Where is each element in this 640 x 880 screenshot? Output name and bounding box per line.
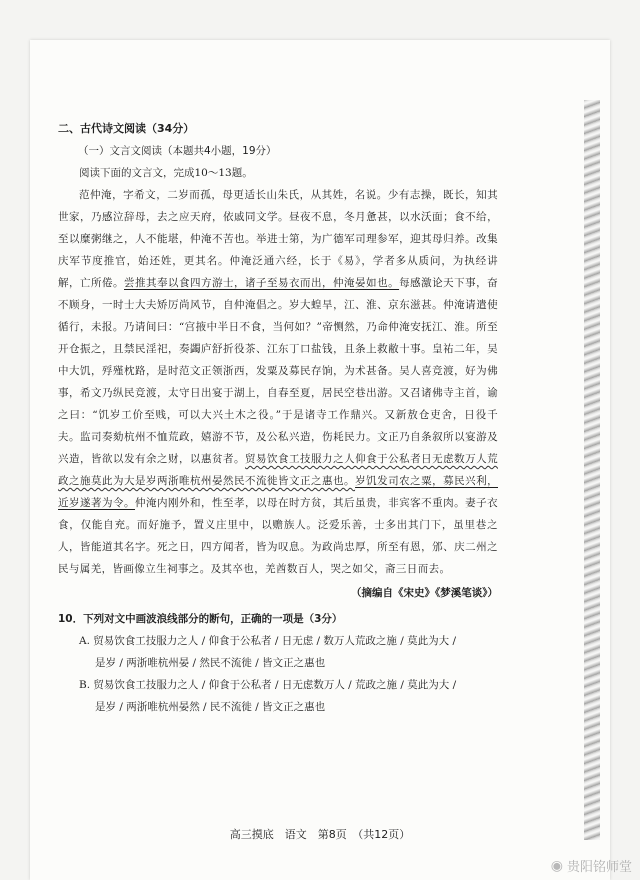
exam-content xyxy=(58,118,498,718)
option-a[interactable] xyxy=(58,630,498,674)
option-label: A. xyxy=(79,635,90,647)
option-line-2: 是岁 / 两浙唯杭州晏然 / 民不流徙 / 皆文正之惠也 xyxy=(95,701,326,713)
watermark-text: 贵阳铭师堂 xyxy=(566,860,632,875)
sub-section-title: （一）文言文阅读（本题共4小题，19分） xyxy=(78,145,277,157)
section-title: 二、古代诗文阅读（34分） xyxy=(58,122,195,135)
wavy-underlined-text: 贸易饮食工技服力之人仰食于公私者日无虑数万人荒政之施莫此为大是岁两浙唯杭州晏然民不流徙皆文正之惠也。 xyxy=(58,453,498,487)
option-line-1: 贸易饮食工技服力之人 / 仰食于公私者 / 日无虑 / 数万人荒政之施 / 莫此为大 / xyxy=(93,635,456,647)
passage-part-2: 每感激论天下事，奋不顾身，一时士大夫矫厉尚风节，自仲淹倡之。岁大蝗旱，江、淮、京东滋甚。仲淹请遣使循行，未报。乃请间曰：“宫掖中半日不食，当何如？”帝恻然，乃命仲淹安抚江、淮。所至开仓振之，且禁民淫祀，奏蠲庐舒折役茶、江东丁口盐钱，且条上救敝十事。皇祐二年，吴中大饥，殍殣枕路，是时范文正领浙西，发粟及募民存饷，为术甚备。吴人喜竞渡，好为佛事，希文乃纵民竞渡，太守日出宴于湖上，自春至夏，居民空巷出游。又召诸佛寺主首，谕之曰：“饥岁工价至贱，可以大兴土木之役。”于是诸寺工作鼎兴。又新敖仓吏舍，日役千夫。监司奏劾杭州不恤荒政，嬉游不节，及公私兴造，伤耗民力。文正乃自条叙所以宴游及兴造，皆欲以发有余之财，以惠贫者。 xyxy=(58,277,498,465)
underlined-sentence-1: 尝推其奉以食四方游士，诸子至易衣而出，仲淹晏如也。 xyxy=(124,277,400,289)
binding-strip xyxy=(584,100,600,840)
passage-text xyxy=(58,184,498,580)
question-10-stem: 10．下列对文中画波浪线部分的断句，正确的一项是（3分） xyxy=(58,613,343,625)
watermark xyxy=(551,856,632,875)
option-line-2: 是岁 / 两浙唯杭州晏 / 然民不流徙 / 皆文正之惠也 xyxy=(95,657,326,669)
passage-part-1: 范仲淹，字希文，二岁而孤，母更适长山朱氏，从其姓，名说。少有志操，既长，知其世家，乃感泣辞母，去之应天府，依戚同文学。昼夜不息，冬月惫甚，以水沃面；食不给，至以糜粥继之，人不能堪，仲淹不苦也。举进士第，为广德军司理参军，迎其母归养。改集庆军节度推官，始还姓，更其名。仲淹泛通六经，长于《易》，学者多从质问，为执经讲解，亡所倦。 xyxy=(58,189,498,289)
option-b[interactable] xyxy=(58,674,498,718)
passage-source: （摘编自《宋史》《梦溪笔谈》） xyxy=(351,587,498,599)
instruction-text: 阅读下面的文言文，完成10～13题。 xyxy=(79,167,253,179)
option-line-1: 贸易饮食工技服力之人 / 仰食于公私者 / 日无虑数万人 / 荒政之施 / 莫此为大 / xyxy=(93,679,457,691)
underlined-sentence-2: 岁饥发司农之粟，募民兴利，近岁遂著为令。 xyxy=(58,475,498,509)
wechat-icon: ◉ xyxy=(550,857,563,874)
passage-part-3: 仲淹内刚外和，性至孝，以母在时方贫，其后虽贵，非宾客不重肉。妻子衣食，仅能自充。而好施予，置义庄里中，以赡族人。泛爱乐善，士多出其门下，虽里巷之人，皆能道其名字。死之日，四方闻者，皆为叹息。为政尚忠厚，所至有恩，邠、庆二州之民与属羌，皆画像立生祠事之。及其卒也，羌酋数百人，哭之如父，斋三日而去。 xyxy=(58,497,498,575)
page-footer: 高三摸底 语文 第8页 （共12页） xyxy=(229,828,411,841)
option-label: B. xyxy=(79,679,91,691)
